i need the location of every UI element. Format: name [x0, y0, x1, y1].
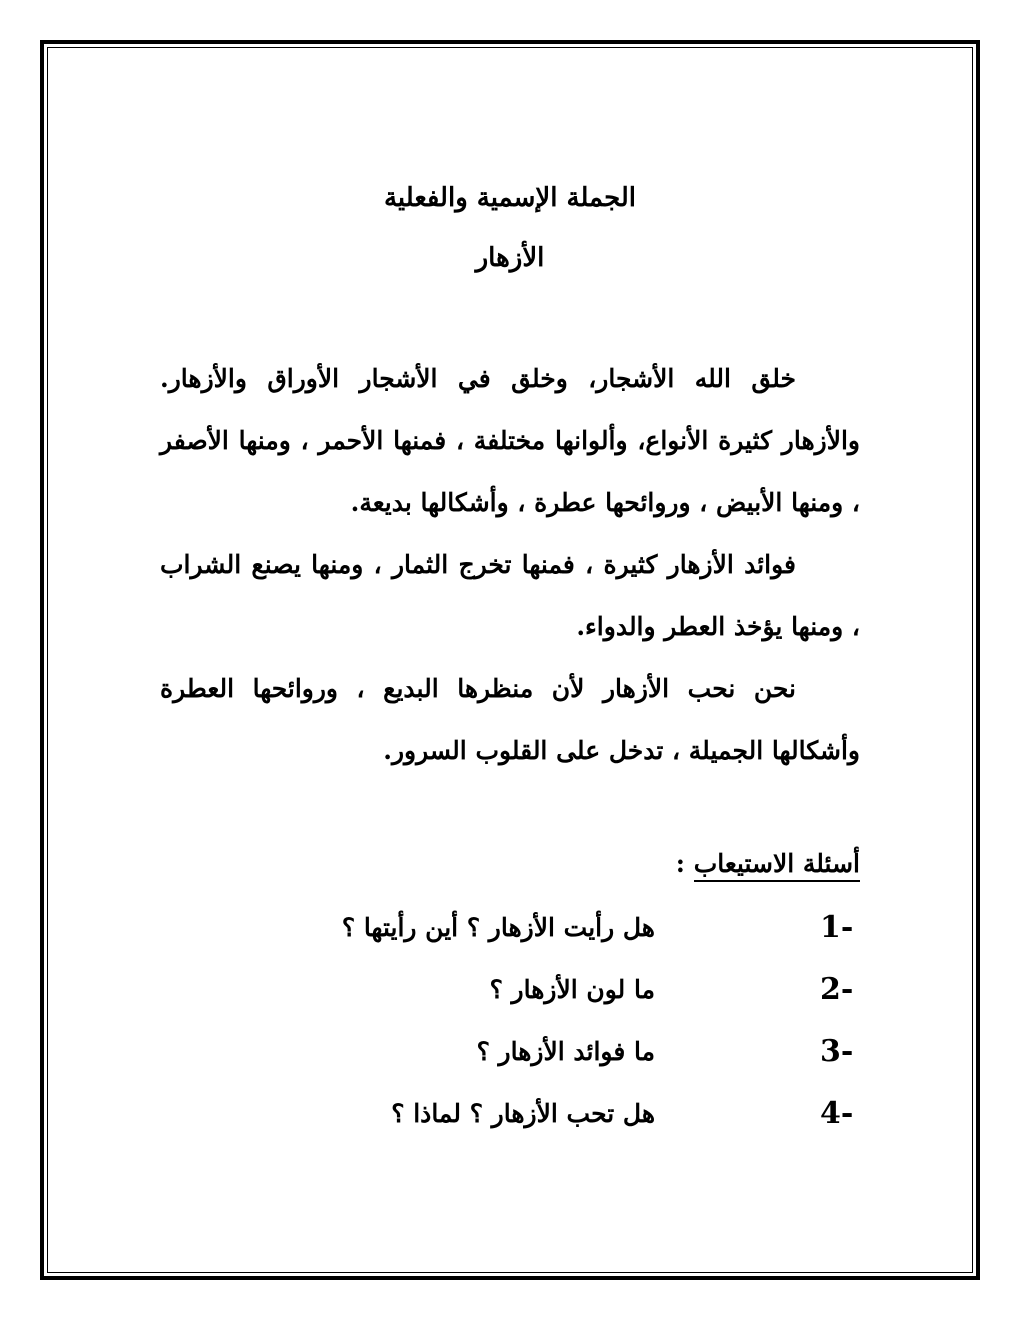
question-text: هل رأيت الأزهار ؟ أين رأيتها ؟ [341, 912, 655, 942]
questions-heading [676, 846, 860, 882]
document-title: الجملة الإسمية والفعلية [383, 183, 637, 213]
questions-heading-colon: : [675, 849, 694, 878]
question-number: 1- [820, 909, 854, 945]
question-number: 4- [820, 1095, 854, 1131]
questions-heading-label: أسئلة الاستيعاب [694, 849, 860, 882]
paragraph-2: فوائد الأزهار كثيرة ، فمنها تخرج الثمار ، ومنها يصنع الشراب ، ومنها يؤخذ العطر والدواء. [160, 550, 860, 641]
question-item [160, 896, 860, 958]
question-text: ما فوائد الأزهار ؟ [476, 1036, 655, 1066]
document-subtitle: الأزهار [475, 243, 545, 273]
question-text: هل تحب الأزهار ؟ لماذا ؟ [391, 1098, 655, 1128]
question-number: 2- [820, 971, 854, 1007]
question-item [160, 1082, 860, 1144]
question-number: 3- [820, 1033, 854, 1069]
questions-heading-row [160, 846, 860, 886]
document-body [160, 180, 860, 1144]
paragraph-3: نحن نحب الأزهار لأن منظرها البديع ، وروائحها العطرة وأشكالها الجميلة ، تدخل على القلوب السرور. [160, 674, 860, 765]
questions-list [160, 896, 860, 1144]
question-item [160, 958, 860, 1020]
question-text: ما لون الأزهار ؟ [489, 974, 655, 1004]
question-item [160, 1020, 860, 1082]
reading-passage [160, 348, 860, 782]
paragraph-1: خلق الله الأشجار، وخلق في الأشجار الأوراق والأزهار. والأزهار كثيرة الأنواع، وألوانها مختلفة ، فمنها الأحمر ، ومنها الأصفر ، ومنها الأبيض ، وروائحها عطرة ، وأشكالها بديعة. [160, 364, 860, 517]
